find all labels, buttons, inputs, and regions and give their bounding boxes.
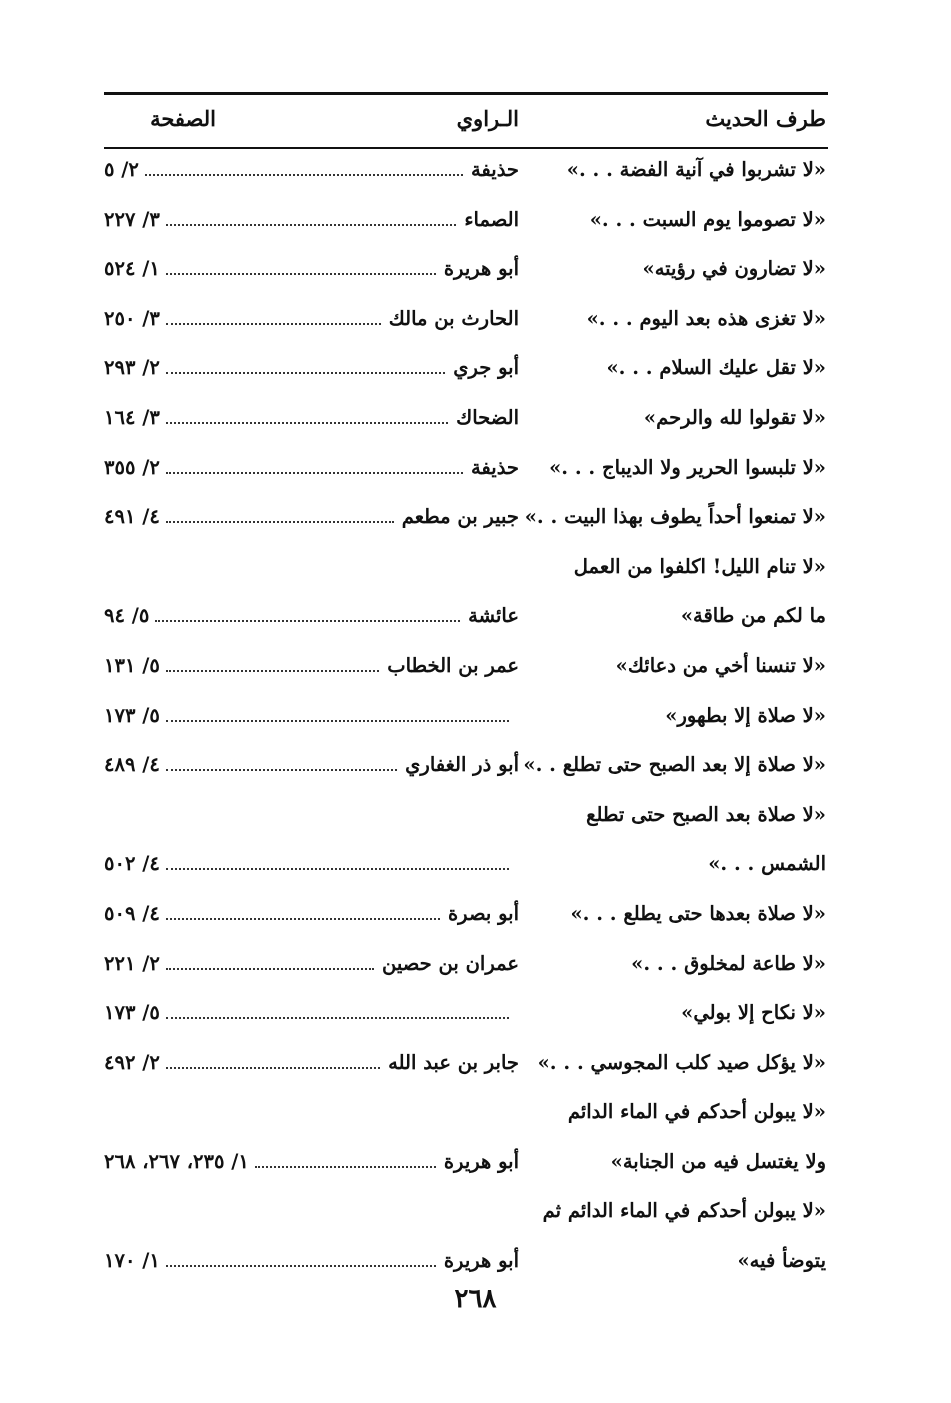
leader-dots (166, 868, 509, 870)
narrator-name: حذيفة (470, 158, 519, 181)
hadith-text: ما لكم من طاقة» (680, 604, 826, 628)
table-row (0, 646, 951, 696)
leader-dots (166, 472, 463, 474)
hadith-text: «لا يبولن أحدكم في الماء الدائم (567, 1100, 826, 1124)
table-row (0, 1191, 951, 1241)
table-row (0, 299, 951, 349)
narrator-name: عمر بن الخطاب (387, 653, 519, 677)
page-reference: ١/ ٢٣٥، ٢٦٧، ٢٦٨ (104, 1149, 249, 1173)
column-header-page: الصفحة (150, 106, 216, 131)
narrator-name: أبو هريرة (443, 257, 519, 281)
table-row (0, 448, 951, 498)
narrator-name: جبير بن مطعم (401, 505, 519, 529)
table-row (0, 150, 951, 200)
page-reference: ٢/ ٢٢١ (104, 951, 160, 975)
table-row (0, 1043, 951, 1093)
page-reference: ٢/ ٤٩٢ (104, 1050, 160, 1074)
leader-dots (166, 224, 457, 226)
page-reference: ٥/ ١٣١ (104, 653, 160, 677)
narrator-name: أبو ذر الغفاري (405, 753, 519, 777)
hadith-text: «لا نكاح إلا بولي» (681, 1001, 826, 1025)
leader-dots (166, 918, 440, 920)
table-row (0, 1092, 951, 1142)
table-row (0, 200, 951, 250)
hadith-text: «لا تقل عليك السلام . . .» (606, 356, 826, 380)
narrator-name: جابر بن عبد الله (388, 1050, 519, 1074)
page-number: ٢٦٨ (454, 1284, 497, 1314)
page-reference: ١/ ١٧٠ (104, 1249, 160, 1273)
page-reference: ٢/ ٢٩٣ (104, 356, 160, 380)
top-rule (104, 92, 828, 95)
page-reference: ٣/ ٢٥٠ (104, 306, 160, 330)
hadith-text: «لا صلاة بعدها حتى يطلع . . .» (570, 901, 826, 925)
narrator-name: أبو جري (453, 356, 519, 380)
narrator-name: الضحاك (456, 405, 519, 429)
hadith-text: «لا تصوموا يوم السبت . . .» (589, 207, 826, 231)
narrator-name: الصماء (464, 207, 519, 231)
hadith-text: «لا تضارون في رؤيته» (642, 257, 826, 281)
hadith-text: «لا صلاة بعد الصبح حتى تطلع (586, 802, 826, 826)
hadith-text: «لا تلبسوا الحرير ولا الديباج . . .» (549, 455, 826, 479)
hadith-text: «لا صلاة إلا بعد الصبح حتى تطلع . .» (523, 753, 826, 777)
page-reference: ٣/ ٢٢٧ (104, 207, 160, 231)
page-reference: ٤/ ٥٠٩ (104, 901, 160, 925)
table-row (0, 348, 951, 398)
leader-dots (166, 720, 509, 722)
leader-dots (166, 372, 445, 374)
page-reference: ٥/ ١٧٣ (104, 703, 160, 727)
page-reference: ٥/ ١٧٣ (104, 1001, 160, 1025)
page-reference: ٢/ ٣٥٥ (104, 455, 160, 479)
narrator-name: أبو بصرة (447, 901, 519, 925)
leader-dots (255, 1166, 436, 1168)
page-reference: ١/ ٥٢٤ (104, 257, 160, 281)
table-row (0, 795, 951, 845)
table-row (0, 547, 951, 597)
narrator-name: حذيفة (470, 455, 519, 479)
narrator-name: الحارث بن مالك (388, 306, 519, 330)
leader-dots (166, 323, 381, 325)
hadith-text: «لا تنسنا أخي من دعائك» (615, 653, 826, 677)
narrator-name: أبو هريرة (443, 1249, 519, 1273)
page-reference: ٤/ ٤٨٩ (104, 753, 160, 777)
leader-dots (166, 273, 436, 275)
hadith-index-table (0, 150, 951, 1291)
table-row (0, 249, 951, 299)
narrator-name: عائشة (468, 604, 519, 628)
table-row (0, 398, 951, 448)
table-row (0, 944, 951, 994)
table-row (0, 844, 951, 894)
hadith-text: «لا تغزى هذه بعد اليوم . . .» (586, 306, 826, 330)
table-row (0, 993, 951, 1043)
narrator-name: أبو هريرة (443, 1149, 519, 1173)
leader-dots (145, 174, 463, 176)
hadith-text: «لا تقولوا لله والرحم» (643, 405, 826, 429)
leader-dots (166, 521, 394, 523)
page-reference: ٤/ ٥٠٢ (104, 852, 160, 876)
page-reference: ٢/ ٥ (104, 158, 139, 181)
table-row (0, 1142, 951, 1192)
leader-dots (166, 769, 397, 771)
narrator-name: عمران بن حصين (382, 951, 519, 975)
leader-dots (166, 1067, 380, 1069)
hadith-text: «لا يؤكل صيد كلب المجوسي . . .» (537, 1050, 826, 1074)
hadith-text: يتوضأ فيه» (737, 1249, 826, 1273)
hadith-text: ولا يغتسل فيه من الجنابة» (610, 1149, 826, 1173)
table-row (0, 497, 951, 547)
leader-dots (166, 1265, 436, 1267)
hadith-text: «لا تمنعوا أحداً يطوف بهذا البيت . .» (524, 505, 826, 529)
table-row (0, 894, 951, 944)
leader-dots (166, 1017, 509, 1019)
hadith-text: «لا صلاة إلا بطهور» (665, 703, 826, 727)
leader-dots (166, 670, 379, 672)
header-rule (104, 147, 828, 149)
page-reference: ٤/ ٤٩١ (104, 505, 160, 529)
table-row (0, 696, 951, 746)
leader-dots (166, 422, 448, 424)
leader-dots (166, 968, 374, 970)
hadith-text: «لا طاعة لمخلوق . . .» (631, 951, 826, 975)
hadith-text: «لا تنام الليل! اكلفوا من العمل (573, 554, 826, 578)
page-reference: ٥/ ٩٤ (104, 604, 150, 628)
column-header-narrator: الـراوي (456, 106, 519, 131)
column-header-hadith: طرف الحديث (705, 106, 826, 131)
leader-dots (155, 620, 460, 622)
hadith-text: «لا تشربوا في آنية الفضة . . .» (566, 158, 826, 181)
table-row (0, 596, 951, 646)
table-row (0, 745, 951, 795)
hadith-text: «لا يبولن أحدكم في الماء الدائم ثم (542, 1199, 826, 1223)
page-reference: ٣/ ١٦٤ (104, 405, 160, 429)
hadith-text: الشمس . . .» (708, 852, 826, 876)
